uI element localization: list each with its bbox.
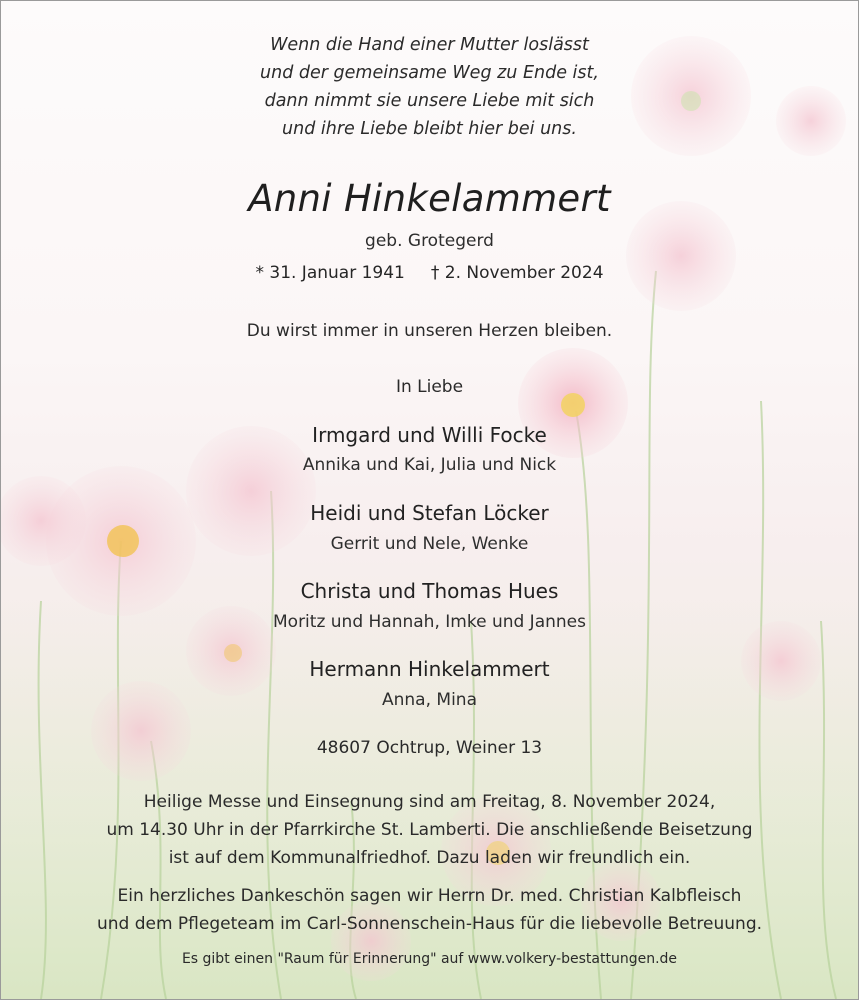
poem-line-4: und ihre Liebe bleibt hier bei uns.: [282, 119, 577, 139]
in-love-label: In Liebe: [395, 377, 464, 397]
tribute-line: Du wirst immer in unseren Herzen bleiben.: [246, 321, 613, 341]
family-children-3: Moritz und Hannah, Imke und Jannes: [273, 612, 586, 632]
maiden-name: geb. Grotegerd: [365, 231, 494, 251]
service-line-1: Heilige Messe und Einsegnung sind am Freitag, 8. November 2024,: [143, 792, 716, 812]
service-line-2: um 14.30 Uhr in der Pfarrkirche St. Lamberti. Die anschließende Beisetzung: [106, 820, 753, 840]
footer-note: Es gibt einen "Raum für Erinnerung" auf www.volkery-bestattungen.de: [181, 951, 678, 967]
service-line-3: ist auf dem Kommunalfriedhof. Dazu laden wir freundlich ein.: [168, 848, 691, 868]
thanks-line-2: und dem Pflegeteam im Carl-Sonnenschein-Haus für die liebevolle Betreuung.: [96, 914, 763, 934]
family-name-4: Hermann Hinkelammert: [309, 657, 550, 681]
deceased-name: Anni Hinkelammert: [248, 177, 611, 220]
life-dates: [1, 263, 858, 283]
address: 48607 Ochtrup, Weiner 13: [316, 738, 543, 758]
poem-line-1: Wenn die Hand einer Mutter loslässt: [270, 35, 589, 55]
family-children-2: Gerrit und Nele, Wenke: [330, 534, 529, 554]
thanks-line-1: Ein herzliches Dankeschön sagen wir Herrn Dr. med. Christian Kalbfleisch: [117, 886, 742, 906]
family-name-3: Christa und Thomas Hues: [300, 579, 559, 603]
poem-line-2: und der gemeinsame Weg zu Ende ist,: [260, 63, 599, 83]
birth-date: * 31. Januar 1941: [255, 263, 405, 283]
death-date: † 2. November 2024: [430, 263, 604, 283]
family-name-2: Heidi und Stefan Löcker: [310, 501, 549, 525]
family-name-1: Irmgard und Willi Focke: [312, 423, 547, 447]
poem-line-3: dann nimmt sie unsere Liebe mit sich: [264, 91, 595, 111]
family-children-4: Anna, Mina: [382, 690, 477, 710]
family-children-1: Annika und Kai, Julia und Nick: [302, 455, 557, 475]
